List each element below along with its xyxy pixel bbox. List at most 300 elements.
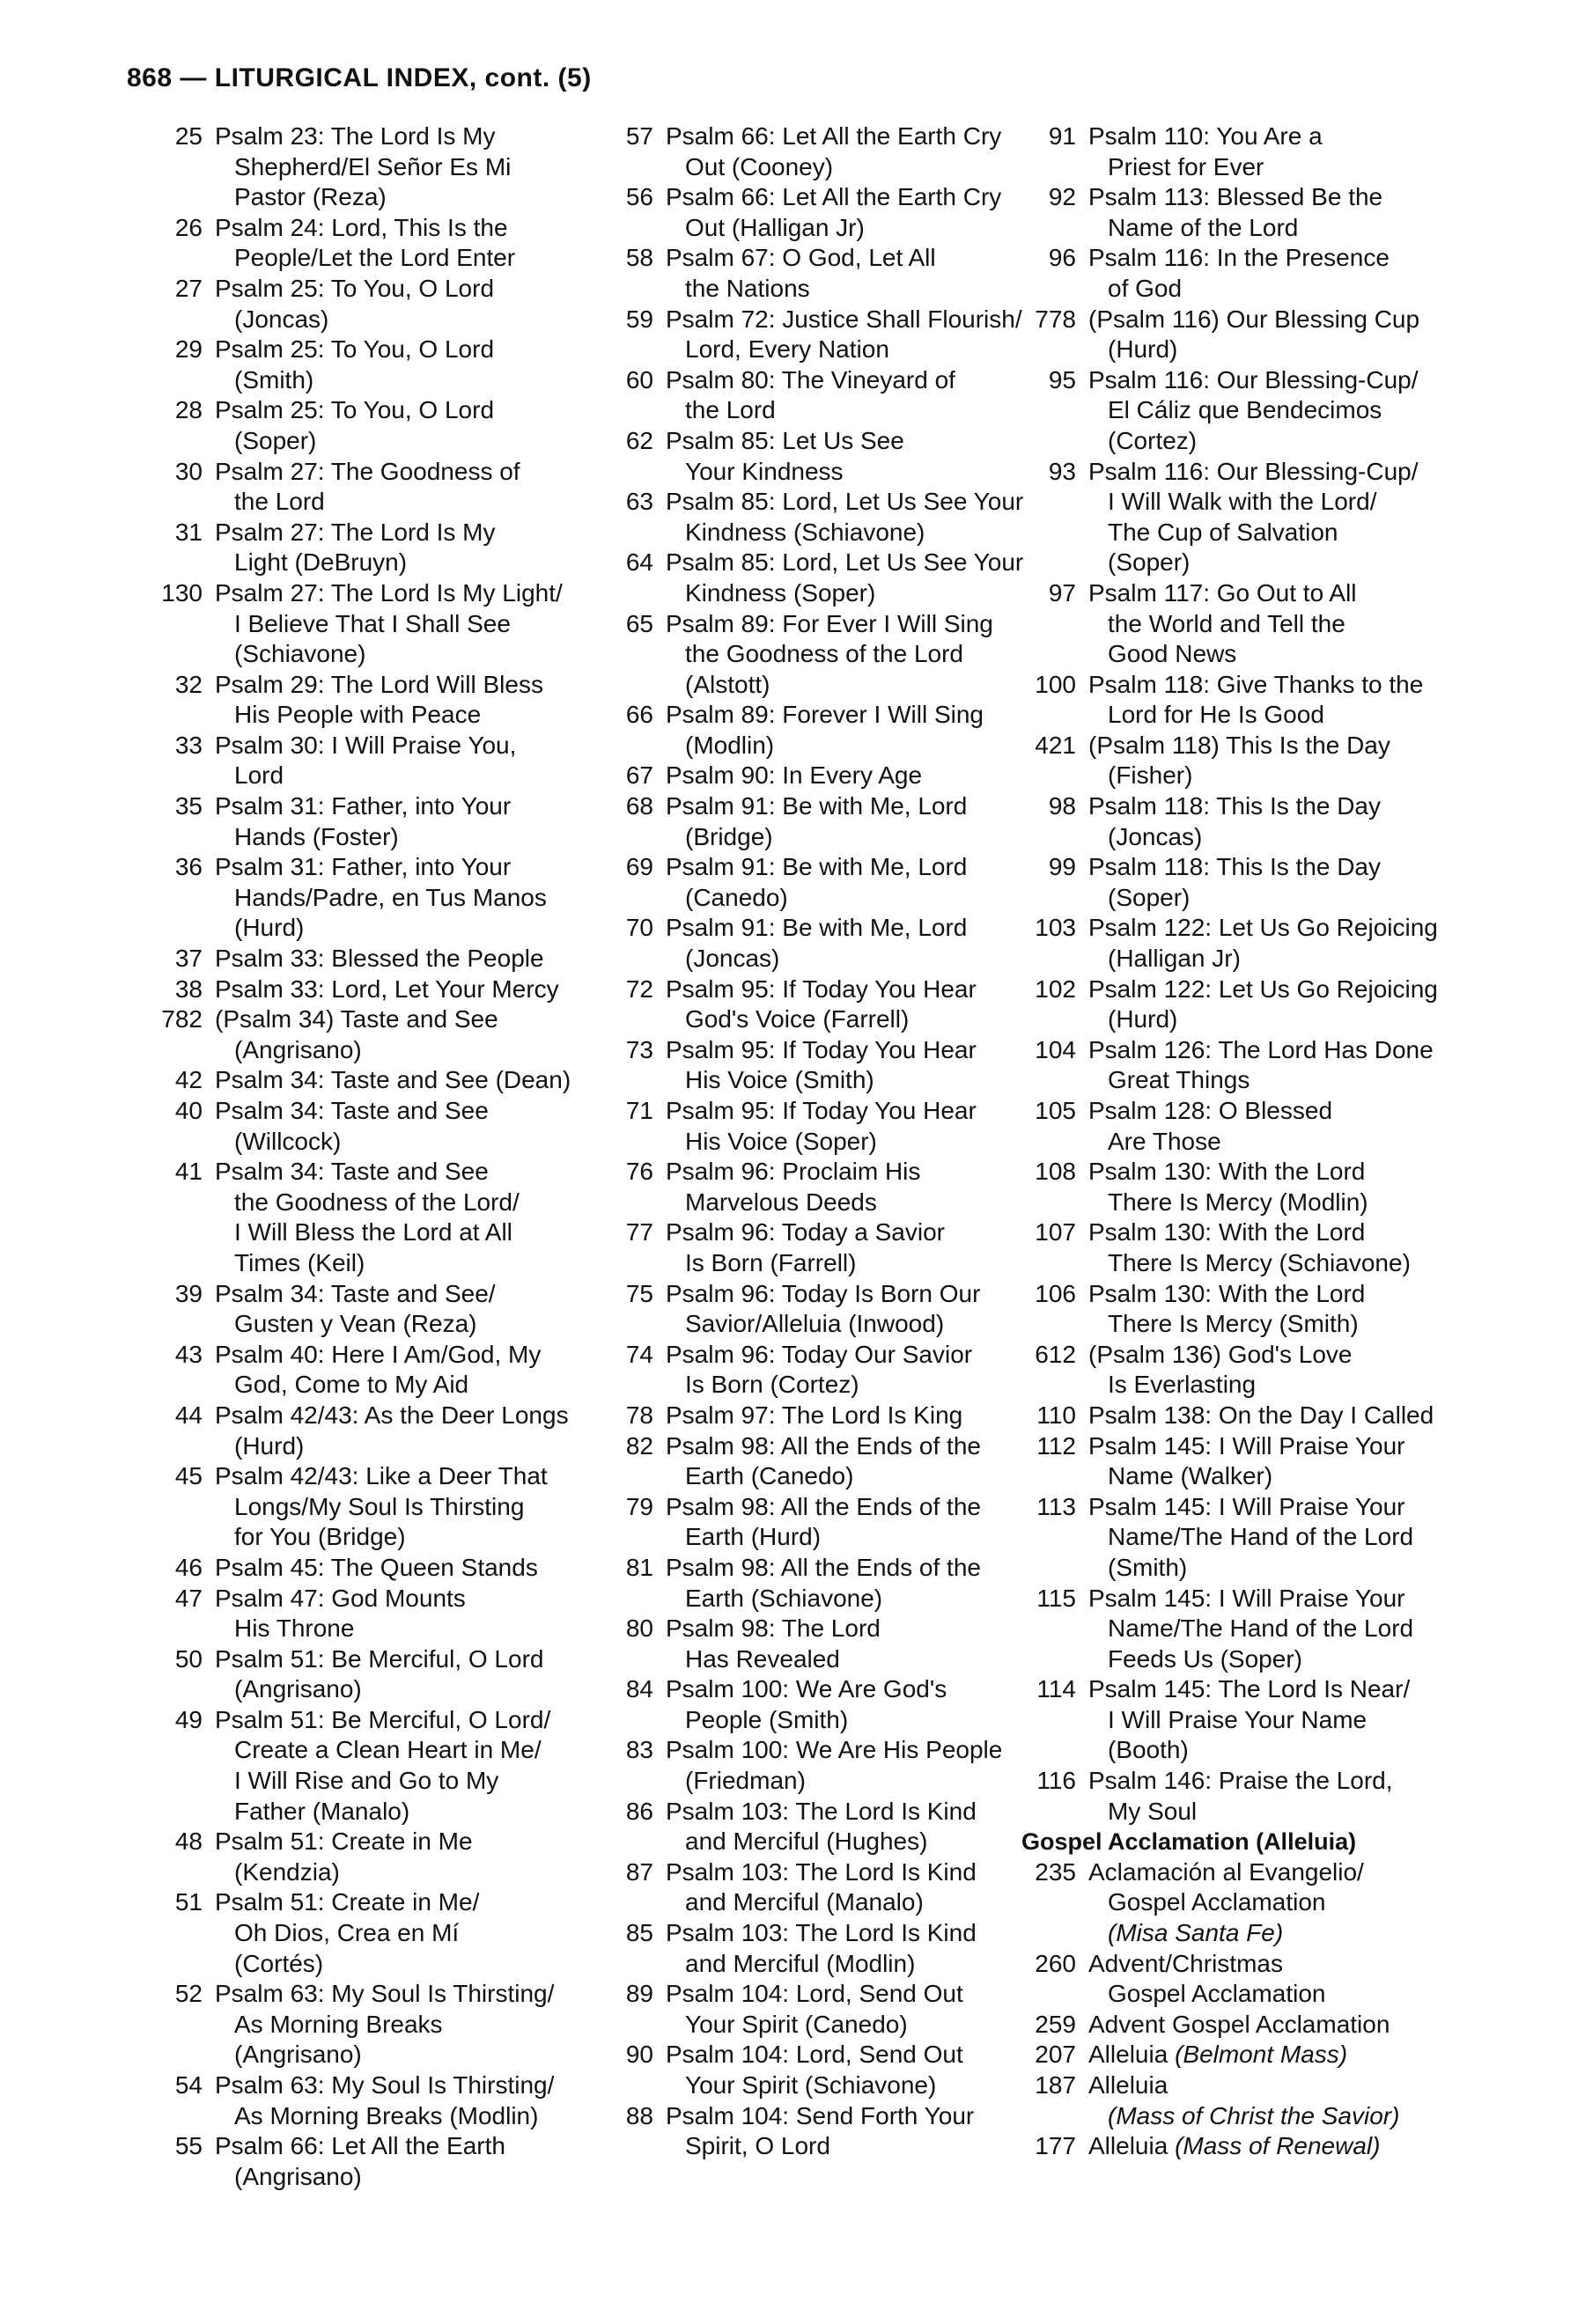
entry-number: 63 — [625, 488, 653, 516]
index-entry — [148, 1279, 606, 1340]
entry-line — [666, 639, 1057, 670]
entry-line — [215, 182, 606, 213]
entry-line — [1088, 1797, 1479, 1828]
entry-number: 64 — [625, 548, 653, 577]
entry-line — [666, 213, 1057, 244]
entry-number: 25 — [174, 122, 203, 150]
index-entry — [1021, 1096, 1479, 1157]
entry-line — [215, 1918, 606, 1949]
entry-line-text: Psalm 29: The Lord Will Bless — [215, 670, 543, 698]
entry-line — [1088, 1979, 1479, 2010]
entry-line-text: Pastor (Reza) — [234, 183, 387, 211]
entry-line — [215, 1127, 606, 1158]
entry-line — [215, 548, 606, 578]
entry-line-text: (Kendzia) — [234, 1857, 340, 1886]
index-entry — [599, 1553, 1057, 1614]
entry-line — [1088, 2070, 1479, 2101]
page-header — [127, 63, 592, 93]
entry-line-text: Longs/My Soul Is Thirsting — [234, 1492, 525, 1520]
entry-line-text: Psalm 97: The Lord Is King — [666, 1401, 963, 1429]
entry-number: 72 — [625, 974, 653, 1003]
entry-line-text: Psalm 104: Send Forth Your — [666, 2101, 975, 2129]
entry-line-text: (Bridge) — [685, 822, 773, 850]
entry-number: 81 — [625, 1553, 653, 1581]
entry-line — [1088, 335, 1479, 365]
entry-line — [1088, 1309, 1479, 1340]
entry-line-text: Psalm 66: Let All the Earth — [215, 2132, 505, 2160]
entry-line — [1088, 944, 1479, 974]
entry-title — [215, 274, 606, 335]
index-entry — [148, 791, 606, 852]
entry-line — [1088, 2010, 1479, 2041]
entry-number: 27 — [174, 274, 203, 302]
entry-line — [666, 1370, 1057, 1401]
entry-line — [1088, 1887, 1479, 1918]
entry-title — [666, 1492, 1057, 1553]
entry-line-text: God, Come to My Aid — [234, 1371, 469, 1399]
entry-line-text: Father (Manalo) — [234, 1797, 410, 1825]
entry-line — [666, 2101, 1057, 2132]
entry-number: 48 — [174, 1828, 203, 1856]
entry-line — [666, 852, 1057, 883]
entry-line-text: Psalm 34: Taste and See/ — [215, 1279, 496, 1307]
entry-number: 207 — [1035, 2041, 1076, 2069]
entry-number: 60 — [625, 365, 653, 393]
entry-line-text: Psalm 30: I Will Praise You, — [215, 731, 517, 759]
entry-line-text: Psalm 118: Give Thanks to the — [1088, 670, 1424, 698]
entry-line-text: (Hurd) — [234, 914, 305, 942]
entry-line — [666, 426, 1057, 457]
entry-title — [1088, 305, 1479, 365]
entry-line — [666, 1431, 1057, 1462]
entry-line — [1088, 1004, 1479, 1035]
entry-line-text: Are Those — [1108, 1127, 1221, 1155]
entry-line — [1088, 1705, 1479, 1736]
entry-line — [215, 2131, 606, 2162]
entry-line — [215, 944, 606, 974]
entry-title — [666, 1431, 1057, 1492]
entry-line-text: Psalm 116: Our Blessing-Cup/ — [1088, 365, 1419, 393]
index-entry — [1021, 305, 1479, 365]
index-entry — [599, 1674, 1057, 1735]
entry-line — [215, 1217, 606, 1248]
index-entry — [148, 274, 606, 335]
entry-line-text: I Will Walk with the Lord/ — [1108, 488, 1377, 516]
entry-line-text: Psalm 89: Forever I Will Sing — [666, 701, 984, 729]
entry-title — [215, 1827, 606, 1887]
entry-line — [215, 1949, 606, 1980]
entry-number: 50 — [174, 1644, 203, 1673]
entry-line-text: Hands (Foster) — [234, 822, 399, 850]
index-entry — [148, 852, 606, 944]
entry-line-text: I Will Praise Your Name — [1108, 1705, 1368, 1733]
entry-line-text: Psalm 117: Go Out to All — [1088, 578, 1357, 607]
entry-line-text: Psalm 95: If Today You Hear — [666, 974, 977, 1003]
entry-line-text: Psalm 146: Praise the Lord, — [1088, 1767, 1393, 1795]
entry-line — [666, 1857, 1057, 1888]
entry-number: 103 — [1035, 914, 1076, 942]
index-entry — [1021, 2070, 1479, 2131]
entry-line-text: Psalm 110: You Are a — [1088, 122, 1323, 150]
index-entry — [1021, 1674, 1479, 1766]
index-entry — [599, 1918, 1057, 1979]
entry-line-text: There Is Mercy (Modlin) — [1108, 1188, 1368, 1216]
index-entry — [599, 974, 1057, 1035]
entry-title — [215, 670, 606, 731]
entry-title — [215, 1157, 606, 1278]
entry-number: 56 — [625, 183, 653, 211]
entry-line — [215, 1644, 606, 1675]
entry-line — [1088, 1248, 1479, 1279]
index-entry — [599, 2101, 1057, 2162]
page-number: 868 — [127, 63, 173, 92]
entry-title — [1088, 731, 1479, 791]
entry-line-text: Your Spirit (Canedo) — [685, 2010, 908, 2038]
index-entry — [148, 457, 606, 518]
entry-title — [1088, 1279, 1479, 1340]
entry-line — [666, 913, 1057, 944]
entry-line — [1088, 121, 1479, 152]
entry-line-text: Psalm 103: The Lord Is Kind — [666, 1797, 977, 1825]
entry-line-text: Alleluia — [1088, 2132, 1168, 2160]
entry-number: 82 — [625, 1431, 653, 1460]
entry-line — [215, 1797, 606, 1828]
entry-line-text: Times (Keil) — [234, 1248, 365, 1276]
entry-line-text: (Modlin) — [685, 731, 775, 759]
entry-line-text: Psalm 91: Be with Me, Lord — [666, 792, 968, 820]
entry-number: 79 — [625, 1492, 653, 1520]
entry-title — [215, 2131, 606, 2192]
entry-line-text: There Is Mercy (Schiavone) — [1108, 1248, 1411, 1276]
entry-line-text: Psalm 116: In the Presence — [1088, 244, 1390, 272]
entry-line — [666, 974, 1057, 1005]
entry-number: 28 — [174, 396, 203, 424]
entry-title — [666, 1614, 1057, 1674]
entry-line — [215, 1492, 606, 1523]
entry-line-text: Psalm 89: For Ever I Will Sing — [666, 609, 993, 637]
entry-line-text: (Angrisano) — [234, 1675, 362, 1703]
entry-line-text: Psalm 145: The Lord Is Near/ — [1088, 1675, 1411, 1703]
entry-number: 32 — [174, 670, 203, 698]
entry-number: 57 — [625, 122, 653, 150]
entry-number: 69 — [625, 853, 653, 881]
entry-line — [666, 1918, 1057, 1949]
entry-line — [666, 152, 1057, 183]
entry-number: 90 — [625, 2041, 653, 2069]
entry-line — [1088, 1401, 1479, 1431]
entry-line — [1088, 1461, 1479, 1492]
entry-title — [666, 182, 1057, 243]
entry-line — [215, 2101, 606, 2132]
entry-number: 71 — [625, 1097, 653, 1124]
index-entry — [599, 1157, 1057, 1217]
entry-line — [1088, 1857, 1479, 1888]
entry-line-text: Psalm 63: My Soul Is Thirsting/ — [215, 1980, 555, 2008]
entry-line-text: (Alstott) — [685, 670, 770, 698]
entry-line — [1088, 274, 1479, 305]
entry-line — [666, 1065, 1057, 1096]
entry-line — [215, 1614, 606, 1644]
entry-title — [215, 518, 606, 578]
index-entry — [1021, 182, 1479, 243]
entry-line-text: Psalm 27: The Lord Is My — [215, 518, 496, 546]
entry-line — [215, 1188, 606, 1218]
entry-line — [666, 1735, 1057, 1766]
index-entry — [1021, 1492, 1479, 1584]
entry-line — [215, 1553, 606, 1584]
index-entry — [148, 395, 606, 456]
entry-line-text: Has Revealed — [685, 1644, 840, 1673]
entry-line — [215, 913, 606, 944]
entry-number: 42 — [174, 1066, 203, 1094]
index-entry — [148, 335, 606, 395]
entry-line-text: Name (Walker) — [1108, 1462, 1273, 1490]
entry-line-text: Psalm 96: Today Is Born Our — [666, 1279, 981, 1307]
entry-line-text: the Lord — [685, 396, 776, 424]
entry-line — [1088, 518, 1479, 548]
entry-line — [666, 1827, 1057, 1857]
index-entry — [148, 1461, 606, 1553]
entry-title — [215, 1096, 606, 1157]
entry-line — [666, 1644, 1057, 1675]
entry-number: 97 — [1048, 578, 1076, 607]
entry-line — [666, 1553, 1057, 1584]
index-entry — [599, 1401, 1057, 1431]
entry-line — [215, 852, 606, 883]
entry-line-text: Advent/Christmas — [1088, 1949, 1283, 1977]
index-column-2 — [599, 121, 1057, 2162]
entry-line-text: Psalm 145: I Will Praise Your — [1088, 1492, 1405, 1520]
entry-line-text: (Soper) — [234, 426, 317, 454]
entry-line — [666, 395, 1057, 426]
index-entry — [599, 426, 1057, 487]
entry-line — [215, 731, 606, 761]
entry-line — [1088, 243, 1479, 274]
entry-line — [215, 1004, 606, 1035]
entry-title — [1088, 243, 1479, 304]
entry-number: 80 — [625, 1614, 653, 1643]
entry-title — [666, 2101, 1057, 2162]
entry-line-text: Psalm 103: The Lord Is Kind — [666, 1919, 977, 1947]
entry-line — [1088, 1279, 1479, 1310]
entry-line — [1088, 1096, 1479, 1127]
entry-line-text: (Psalm 118) This Is the Day — [1088, 731, 1390, 759]
entry-title — [215, 1584, 606, 1644]
index-entry — [1021, 1035, 1479, 1096]
page-title: LITURGICAL INDEX, cont. (5) — [214, 63, 592, 92]
index-entry — [148, 2131, 606, 2192]
entry-line — [215, 1705, 606, 1736]
entry-line — [666, 1887, 1057, 1918]
index-entry — [599, 852, 1057, 913]
entry-line-text: Psalm 85: Let Us See — [666, 426, 904, 454]
entry-number: 65 — [625, 609, 653, 637]
entry-line-text: People/Let the Lord Enter — [234, 244, 516, 272]
entry-line — [215, 1370, 606, 1401]
entry-line — [1088, 1522, 1479, 1553]
entry-number: 75 — [625, 1279, 653, 1307]
header-separator: — — [180, 63, 207, 92]
entry-line — [1088, 1614, 1479, 1644]
entry-line — [1088, 1584, 1479, 1614]
entry-title — [215, 1887, 606, 1979]
entry-line — [215, 1248, 606, 1279]
entry-line-text: Psalm 67: O God, Let All — [666, 244, 936, 272]
entry-line — [1088, 1674, 1479, 1705]
entry-line — [666, 1584, 1057, 1614]
entry-title — [1088, 913, 1479, 974]
entry-line-text: Psalm 42/43: As the Deer Longs — [215, 1401, 569, 1429]
entry-number: 88 — [625, 2101, 653, 2129]
entry-number: 39 — [174, 1279, 203, 1307]
entry-number: 74 — [625, 1340, 653, 1368]
entry-line — [215, 1309, 606, 1340]
entry-number: 116 — [1036, 1767, 1076, 1795]
entry-line-text: Psalm 91: Be with Me, Lord — [666, 914, 968, 942]
entry-title — [215, 1340, 606, 1401]
entry-line-text: (Friedman) — [685, 1767, 806, 1795]
entry-line-text: Psalm 96: Today a Savior — [666, 1218, 945, 1247]
index-entry — [599, 487, 1057, 548]
entry-line — [666, 1127, 1057, 1158]
entry-line — [666, 609, 1057, 640]
entry-line — [1088, 1157, 1479, 1188]
entry-line-text: Psalm 51: Be Merciful, O Lord — [215, 1644, 544, 1673]
index-entry — [148, 1096, 606, 1157]
entry-line — [666, 761, 1057, 791]
entry-title — [1088, 1674, 1479, 1766]
entry-line-text: His People with Peace — [234, 701, 482, 729]
entry-line — [215, 274, 606, 305]
entry-line-text: the Nations — [685, 274, 810, 302]
entry-line-text: Is Everlasting — [1108, 1371, 1257, 1399]
entry-line — [215, 1979, 606, 2010]
entry-line-text: I Will Bless the Lord at All — [234, 1218, 512, 1247]
entry-line-text: (Angrisano) — [234, 2041, 362, 2069]
index-entry — [599, 1797, 1057, 1857]
index-entry — [599, 365, 1057, 426]
index-entry — [1021, 1584, 1479, 1675]
index-entry — [1021, 852, 1479, 913]
entry-line-text: Psalm 85: Lord, Let Us See Your — [666, 488, 1024, 516]
entry-line-text: (Joncas) — [234, 305, 329, 333]
entry-number: 259 — [1035, 2010, 1076, 2038]
entry-line-text: Psalm 27: The Lord Is My Light/ — [215, 578, 563, 607]
entry-line-text: Psalm 103: The Lord Is Kind — [666, 1857, 977, 1886]
entry-line-text: Psalm 95: If Today You Hear — [666, 1035, 977, 1063]
entry-line — [1088, 761, 1479, 791]
entry-line-text: Psalm 98: All the Ends of the — [666, 1492, 981, 1520]
index-entry — [599, 243, 1057, 304]
entry-title — [666, 365, 1057, 426]
entry-title — [666, 1401, 1057, 1431]
entry-number: 47 — [174, 1584, 203, 1612]
entry-line-text: and Merciful (Hughes) — [685, 1828, 928, 1856]
entry-line — [666, 1522, 1057, 1553]
entry-title — [215, 1644, 606, 1705]
entry-title — [215, 731, 606, 791]
entry-number: 38 — [174, 974, 203, 1003]
entry-line — [666, 1492, 1057, 1523]
entry-line — [215, 578, 606, 609]
entry-line — [1088, 974, 1479, 1005]
entry-number: 77 — [625, 1218, 653, 1247]
entry-number: 130 — [161, 578, 203, 607]
entry-line — [1088, 578, 1479, 609]
entry-title — [1088, 182, 1479, 243]
entry-line-text: Psalm 24: Lord, This Is the — [215, 213, 508, 241]
entry-title — [1088, 791, 1479, 852]
entry-line-text: As Morning Breaks (Modlin) — [234, 2101, 539, 2129]
entry-line — [215, 761, 606, 791]
entry-line — [1088, 852, 1479, 883]
entry-line-text: Name of the Lord — [1108, 213, 1299, 241]
entry-line-text: Spirit, O Lord — [685, 2132, 830, 2160]
entry-line-text: Psalm 98: The Lord — [666, 1614, 881, 1643]
entry-line-text: Feeds Us (Soper) — [1108, 1644, 1302, 1673]
entry-title — [666, 761, 1057, 791]
entry-title — [215, 944, 606, 974]
entry-number: 67 — [625, 761, 653, 790]
entry-line — [666, 700, 1057, 731]
index-entry — [599, 1431, 1057, 1492]
entry-line-text: Psalm 66: Let All the Earth Cry — [666, 122, 1002, 150]
entry-title — [1088, 2010, 1479, 2041]
entry-line-text: Psalm 90: In Every Age — [666, 761, 923, 790]
entry-line-text: (Psalm 136) God's Love — [1088, 1340, 1353, 1368]
entry-number: 187 — [1035, 2071, 1076, 2099]
entry-line-text: Psalm 25: To You, O Lord — [215, 335, 495, 364]
entry-line-text: Alleluia — [1088, 2041, 1168, 2069]
entry-number: 612 — [1035, 1340, 1076, 1368]
entry-line-text: the Goodness of the Lord/ — [234, 1188, 520, 1216]
entry-title — [215, 1553, 606, 1584]
entry-line-text: Psalm 118: This Is the Day — [1088, 792, 1381, 820]
entry-line — [666, 1309, 1057, 1340]
entry-line — [666, 1096, 1057, 1127]
entry-line — [215, 883, 606, 914]
entry-number: 73 — [625, 1035, 653, 1063]
entry-number: 782 — [161, 1005, 203, 1033]
entry-title — [1088, 2070, 1479, 2131]
entry-title — [1088, 852, 1479, 913]
entry-line-text: Psalm 47: God Mounts — [215, 1584, 466, 1612]
entry-title — [666, 1735, 1057, 1796]
entry-line-text: Savior/Alleluia (Inwood) — [685, 1310, 945, 1338]
entry-line — [1088, 1735, 1479, 1766]
entry-title — [215, 1979, 606, 2070]
entry-number: 114 — [1036, 1675, 1076, 1703]
index-entry — [599, 609, 1057, 701]
entry-title — [1088, 1035, 1479, 1096]
entry-line — [1088, 791, 1479, 822]
index-entry — [1021, 1340, 1479, 1401]
entry-title — [215, 1004, 606, 1065]
index-entry — [148, 121, 606, 213]
entry-line-text: Psalm 122: Let Us Go Rejoicing — [1088, 914, 1438, 942]
entry-line — [1088, 426, 1479, 457]
index-entry — [1021, 1401, 1479, 1431]
index-entry — [148, 1644, 606, 1705]
entry-line — [666, 1157, 1057, 1188]
entry-line-text: Your Kindness — [685, 457, 844, 485]
entry-title — [666, 1674, 1057, 1735]
entry-title — [1088, 1401, 1479, 1431]
entry-line — [666, 944, 1057, 974]
entry-line — [215, 1674, 606, 1705]
entry-number: 44 — [174, 1401, 203, 1429]
entry-line-text: Earth (Canedo) — [685, 1462, 854, 1490]
